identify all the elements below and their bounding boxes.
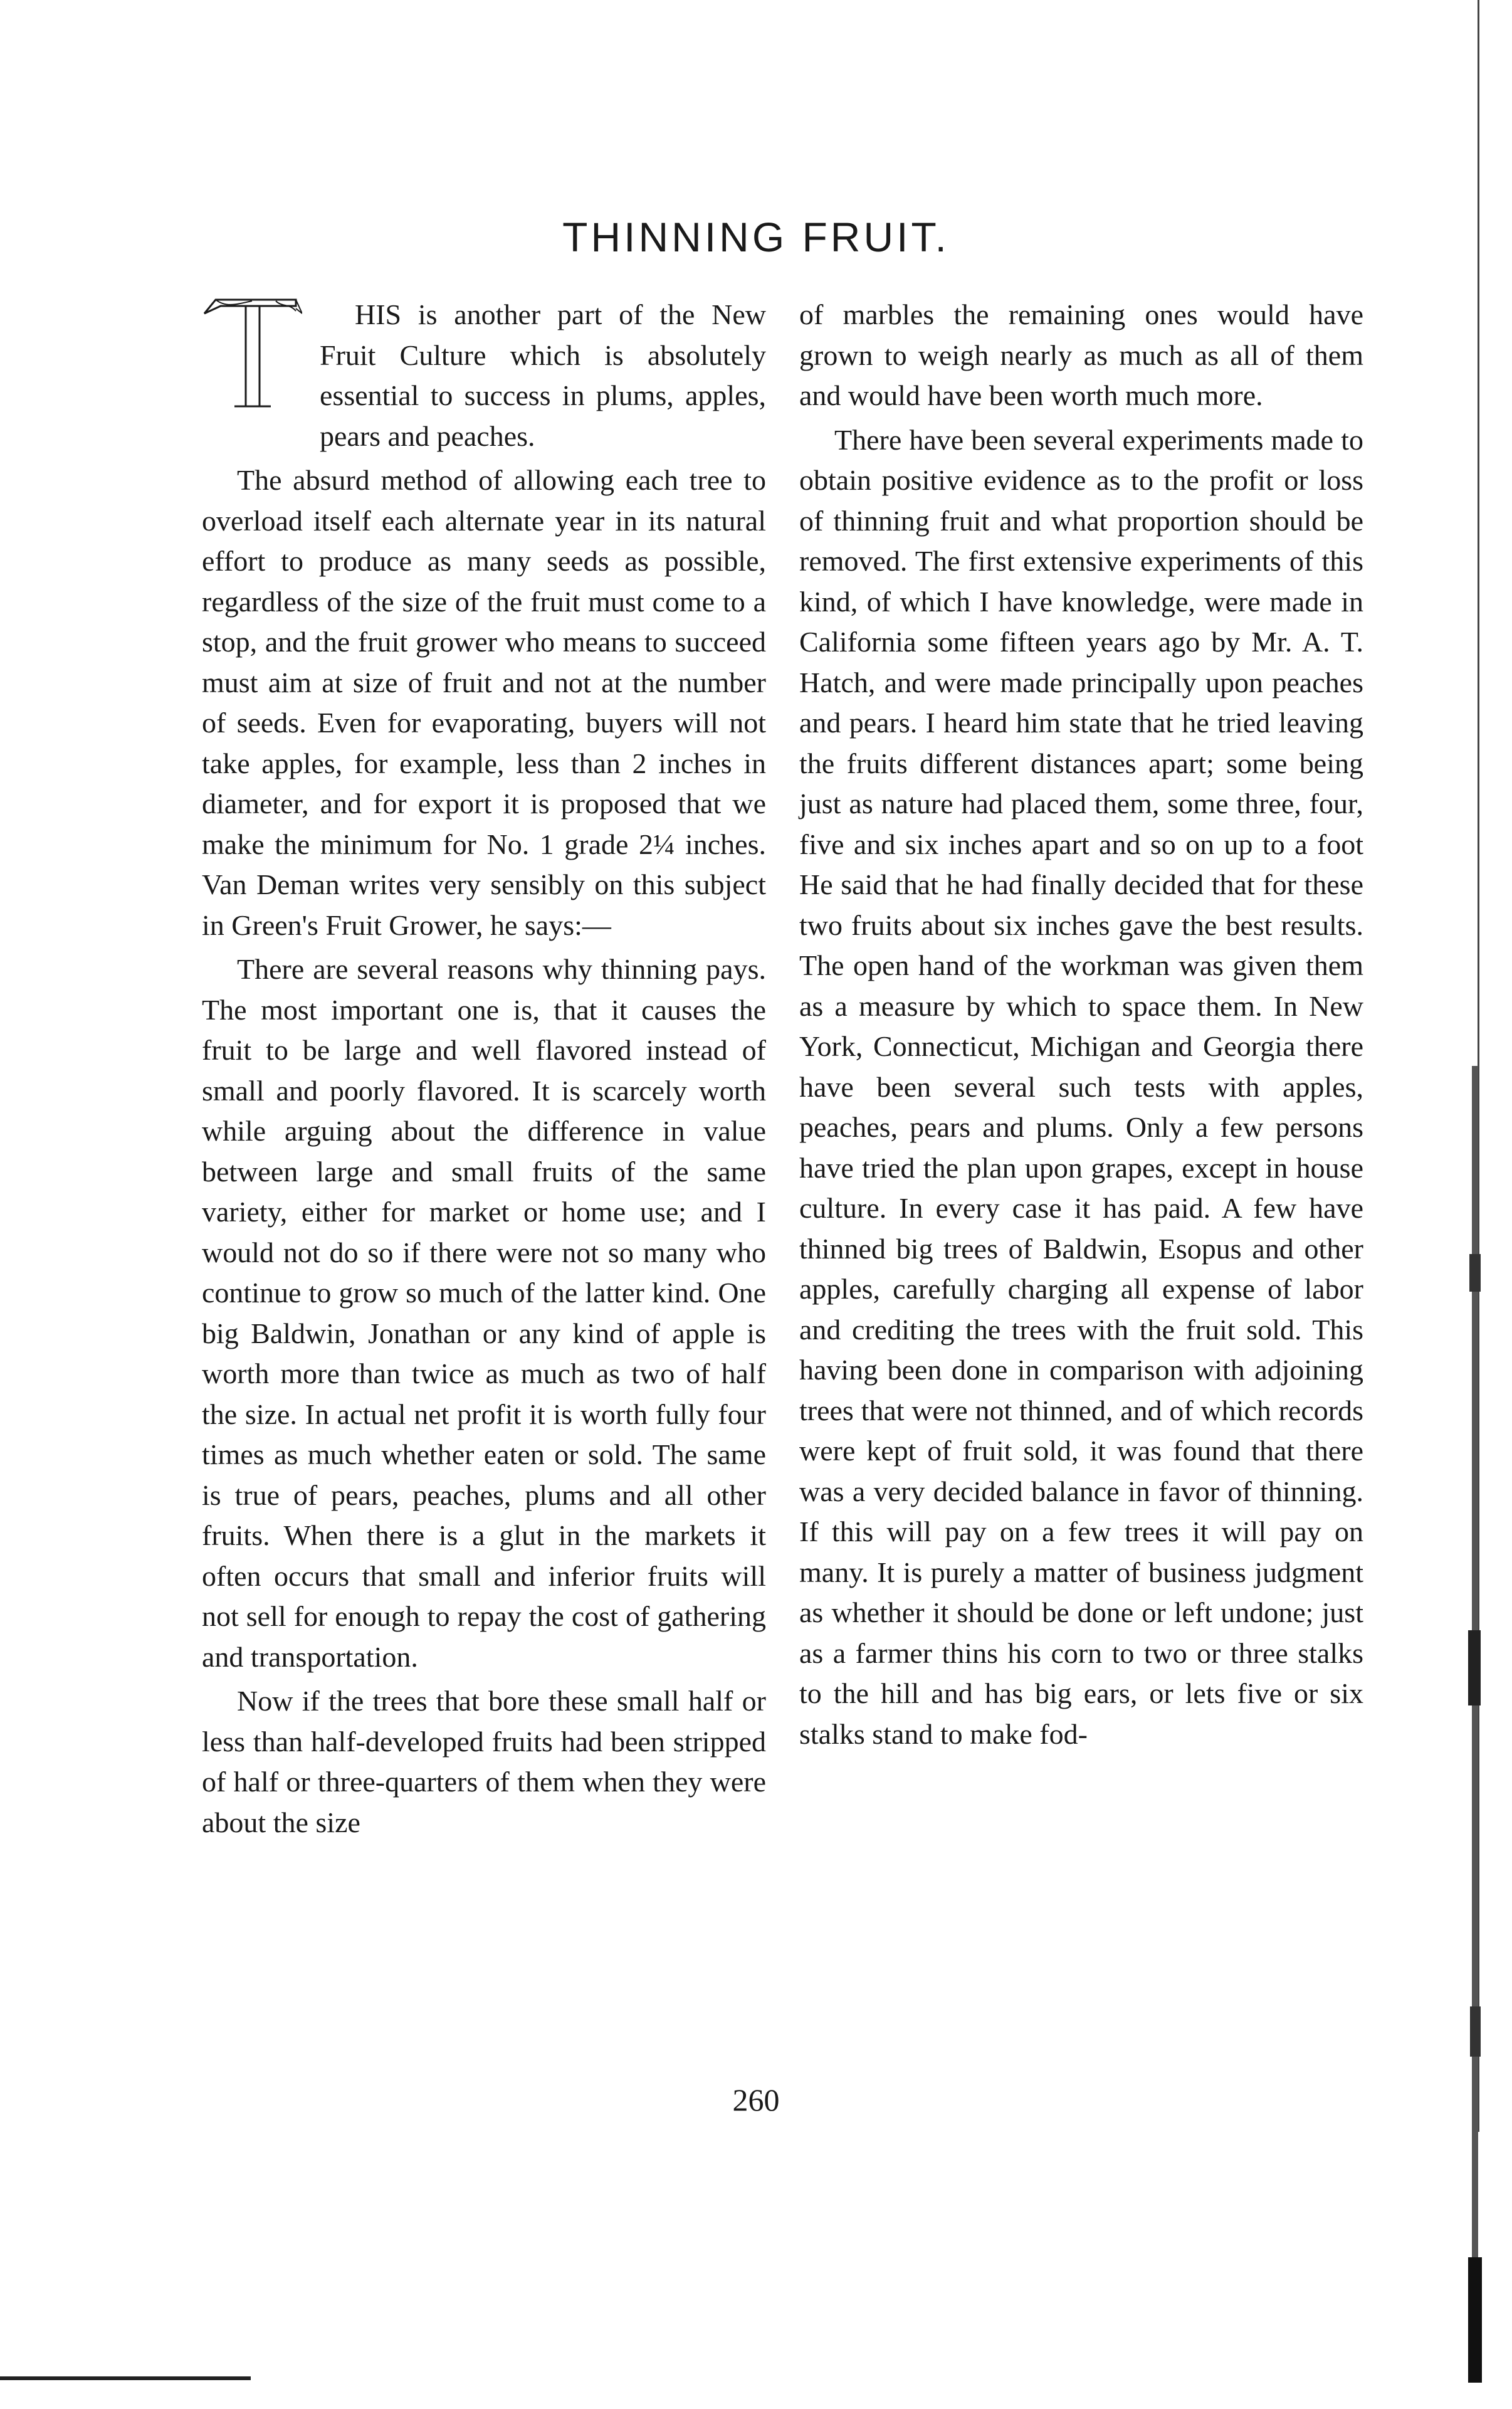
left-column (202, 295, 766, 1847)
body-paragraph: Now if the trees that bore these small half or less than half-developed fruits had been stripped of half or three-quarters of them when they were about the size (202, 1685, 766, 1838)
decorative-drop-cap-T-icon (202, 295, 302, 414)
scan-edge-shadow (1468, 1066, 1482, 2383)
body-paragraph: There are several reasons why thinning pays. The most important one is, that it causes the fruit to be large and well flavored instead of small and poorly flavored. It is scarcely worth while arguing about the difference in value between large and small fruits of the same variety, either for market or home use; and I would not do so if there were not so many who continue to grow so much of the latter kind. One big Baldwin, Jonathan or any kind of apple is worth more than twice as much as two of half the size. In actual net profit it is worth fully four times as much whether eaten or sold. The same is true of pears, peaches, plums and all other fruits. When there is a glut in the markets it often occurs that small and inferior fruits will not sell for enough to repay the cost of gathering and transportation. (202, 953, 766, 1673)
footer-rule (0, 2376, 251, 2380)
opening-lead-text: HIS is another part of the New Fruit Culture which is absolutely essential to success in plums, apples, pears and peaches. (320, 298, 766, 452)
body-paragraph: There have been several experiments made to obtain positive evidence as to the profit or loss of thinning fruit and what proportion should be removed. The first extensive experiments of this kind, of which I have knowledge, were made in California some fifteen years ago by Mr. A. T. Hatch, and were made principally upon peaches and pears. I heard him state that he tried leaving the fruits different distances apart; some being just as nature had placed them, some three, four, five and six inches apart and so on up to a foot He said that he had finally decided that for these two fruits about six inches gave the best results. The open hand of the workman was given them as a measure by which to space them. In New York, Connecticut, Michigan and Georgia there have been several such tests with apples, peaches, pears and plums. Only a few persons have tried the plan upon grapes, except in house culture. In every case it has paid. A few have thinned big trees of Baldwin, Esopus and other apples, carefully charging all expense of labor and crediting the trees with the fruit sold. This having been done in comparison with adjoining trees that were not thinned, and of which records were kept of fruit sold, it was found that there was a very decided balance in favor of thinning. If this will pay on a few trees it will pay on many. It is purely a matter of business judgment as whether it should be done or left undone; just as a farmer thins his corn to two or three stalks to the hill and has big ears, or lets five or six stalks stand to make fod- (799, 423, 1363, 1750)
body-paragraph: of marbles the remaining ones would have grown to weigh nearly as much as all of them and would have been worth much more. (799, 298, 1363, 411)
page-title: THINNING FRUIT. (562, 214, 950, 260)
opening-paragraph-continued: The absurd method of allowing each tree to overload itself each alternate year in its natural effort to produce as many seeds as possible, regardless of the size of the fruit must come to a stop, and the fruit grower who means to succeed must aim at size of fruit and not at the number of seeds. Even for evaporating, buyers will not take apples, for example, less than 2 inches in diameter, and for export it is proposed that we make the minimum for No. 1 grade 2¼ inches. Van Deman writes very sensibly on this subject in Green's Fruit Grower, he says:— (202, 464, 766, 941)
opening-paragraph (202, 295, 766, 460)
right-column (799, 295, 1363, 1758)
page-number: 260 (732, 2082, 780, 2117)
